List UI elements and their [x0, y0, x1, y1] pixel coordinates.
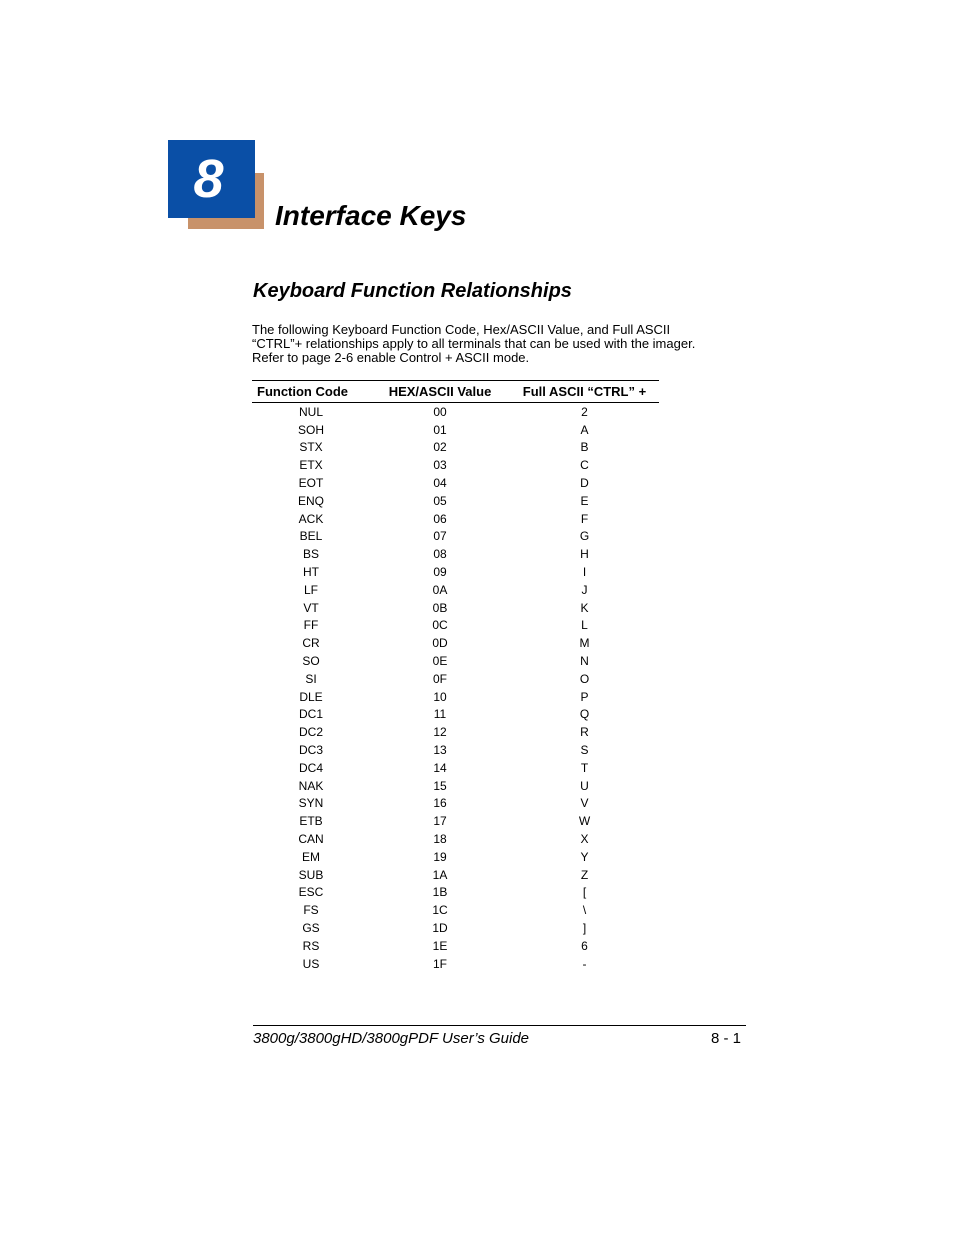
- hex-value-cell: 01: [433, 422, 447, 437]
- ctrl-key-cell: E: [580, 493, 589, 508]
- table-row: [252, 474, 659, 492]
- function-code-cell: CR: [302, 636, 320, 651]
- function-code-cell: ETB: [299, 814, 323, 829]
- column-header-hex-ascii: HEX/ASCII Value: [388, 384, 492, 399]
- table-row: [252, 795, 659, 813]
- function-code-cell: SUB: [298, 867, 324, 882]
- function-code-cell: DLE: [299, 689, 323, 704]
- ctrl-key-cell: ]: [582, 921, 587, 935]
- ctrl-key-cell: 2: [581, 404, 588, 419]
- function-code-cell: FF: [303, 618, 319, 633]
- table-row: [252, 439, 659, 457]
- hex-value-cell: 14: [433, 760, 447, 775]
- ctrl-key-cell: Y: [580, 849, 589, 864]
- hex-value-cell: 08: [433, 547, 447, 562]
- ctrl-key-cell: M: [579, 636, 590, 651]
- column-header-function-code: Function Code: [257, 384, 348, 399]
- table-body: [252, 403, 659, 973]
- function-code-cell: EOT: [298, 476, 324, 491]
- ctrl-key-cell: V: [580, 796, 589, 811]
- function-code-cell: GS: [302, 921, 320, 935]
- ctrl-key-cell: F: [580, 511, 589, 526]
- intro-line: Refer to page 2-6 enable Control + ASCII mode.: [252, 350, 530, 365]
- ctrl-key-cell: C: [580, 458, 589, 473]
- function-code-cell: EM: [302, 849, 320, 864]
- hex-value-cell: 15: [433, 778, 447, 793]
- hex-value-cell: 1F: [432, 956, 447, 971]
- hex-value-cell: 0D: [432, 636, 448, 651]
- hex-value-cell: 18: [433, 832, 447, 847]
- ctrl-key-cell: Q: [579, 707, 590, 722]
- column-header-full-ascii-ctrl: Full ASCII “CTRL” +: [522, 384, 647, 399]
- table-row: [252, 955, 659, 973]
- ctrl-key-cell: R: [580, 725, 589, 740]
- hex-value-cell: 04: [433, 476, 447, 491]
- hex-value-cell: 06: [433, 511, 447, 526]
- intro-line: The following Keyboard Function Code, Hex/ASCII Value, and Full ASCII: [252, 322, 671, 337]
- hex-value-cell: 10: [433, 689, 447, 704]
- hex-value-cell: 11: [433, 707, 447, 722]
- ctrl-key-cell: 6: [581, 938, 588, 953]
- ctrl-key-cell: J: [581, 582, 588, 597]
- table-row: [252, 866, 659, 884]
- function-code-cell: BEL: [299, 529, 323, 544]
- table-row: [252, 652, 659, 670]
- ctrl-key-cell: [: [582, 885, 587, 900]
- function-code-cell: SO: [302, 654, 320, 669]
- function-code-cell: FS: [303, 903, 319, 918]
- function-code-cell: DC3: [298, 743, 323, 758]
- table-row: [252, 581, 659, 599]
- hex-value-cell: 1C: [432, 903, 448, 918]
- ctrl-key-cell: P: [580, 689, 589, 704]
- table-row: [252, 937, 659, 955]
- function-code-cell: DC1: [298, 707, 323, 722]
- footer-guide-title: 3800g/3800gHD/3800gPDF User’s Guide: [253, 1030, 530, 1047]
- function-code-cell: ACK: [298, 511, 324, 526]
- hex-value-cell: 19: [433, 849, 447, 864]
- hex-value-cell: 1D: [432, 921, 448, 935]
- hex-value-cell: 1A: [432, 867, 448, 882]
- function-code-cell: SOH: [297, 422, 324, 437]
- function-code-cell: NAK: [298, 778, 324, 793]
- intro-line: “CTRL”+ relationships apply to all terminals that can be used with the imager.: [252, 336, 696, 351]
- hex-value-cell: 02: [433, 440, 447, 455]
- chapter-title: Interface Keys: [275, 200, 467, 231]
- table-row: [252, 848, 659, 866]
- table-row: [252, 599, 659, 617]
- function-code-cell: SI: [305, 671, 317, 686]
- table-row: [252, 528, 659, 546]
- table-header: [252, 380, 659, 403]
- table-row: [252, 884, 659, 902]
- function-code-cell: DC4: [298, 760, 323, 775]
- table-row: [252, 688, 659, 706]
- intro-paragraph: [252, 323, 752, 365]
- hex-value-cell: 0E: [432, 654, 448, 669]
- ctrl-key-cell: L: [581, 618, 588, 633]
- table-row: [252, 723, 659, 741]
- function-code-cell: US: [302, 956, 320, 971]
- hex-value-cell: 0C: [432, 618, 448, 633]
- section-heading: Keyboard Function Relationships: [253, 280, 572, 302]
- ctrl-key-cell: O: [579, 671, 590, 686]
- function-code-cell: DC2: [298, 725, 323, 740]
- function-code-cell: SYN: [298, 796, 324, 811]
- function-code-cell: RS: [302, 938, 320, 953]
- hex-value-cell: 07: [433, 529, 447, 544]
- table-row: [252, 545, 659, 563]
- table-row: [252, 759, 659, 777]
- table-row: [252, 706, 659, 724]
- table-row: [252, 617, 659, 635]
- hex-value-cell: 05: [433, 493, 447, 508]
- ctrl-key-cell: W: [578, 814, 591, 829]
- ctrl-key-cell: -: [582, 956, 587, 971]
- chapter-number: 8: [193, 149, 224, 209]
- ctrl-key-cell: D: [580, 476, 589, 491]
- ctrl-key-cell: G: [579, 529, 590, 544]
- hex-value-cell: 16: [433, 796, 447, 811]
- function-code-cell: BS: [302, 547, 319, 562]
- function-code-cell: ESC: [298, 885, 324, 900]
- ctrl-key-cell: H: [580, 547, 589, 562]
- table-row: [252, 421, 659, 439]
- hex-value-cell: 03: [433, 458, 447, 473]
- table-row: [252, 563, 659, 581]
- table-row: [252, 403, 659, 421]
- hex-value-cell: 17: [433, 814, 447, 829]
- table-row: [252, 492, 659, 510]
- ctrl-key-cell: A: [580, 422, 589, 437]
- table-row: [252, 741, 659, 759]
- table-row: [252, 919, 659, 937]
- ctrl-key-cell: K: [580, 600, 589, 615]
- function-code-cell: CAN: [298, 832, 324, 847]
- hex-value-cell: 13: [433, 743, 447, 758]
- function-code-cell: ETX: [299, 458, 323, 473]
- hex-value-cell: 1B: [432, 885, 448, 900]
- function-code-cell: VT: [303, 600, 319, 615]
- hex-value-cell: 1E: [432, 938, 448, 953]
- hex-value-cell: 0F: [432, 671, 447, 686]
- function-code-cell: LF: [303, 582, 318, 597]
- table-row: [252, 510, 659, 528]
- hex-value-cell: 09: [433, 565, 447, 580]
- function-code-cell: ENQ: [297, 493, 324, 508]
- function-code-cell: STX: [299, 440, 323, 455]
- ctrl-key-cell: Z: [580, 867, 589, 882]
- hex-value-cell: 0A: [432, 582, 448, 597]
- ctrl-key-cell: B: [580, 440, 589, 455]
- ctrl-key-cell: N: [580, 654, 589, 669]
- footer-divider: [253, 1025, 746, 1026]
- ctrl-key-cell: X: [580, 832, 589, 847]
- table-row: [252, 456, 659, 474]
- ctrl-key-cell: I: [582, 565, 587, 580]
- table-row: [252, 812, 659, 830]
- table-row: [252, 634, 659, 652]
- hex-value-cell: 00: [433, 404, 447, 419]
- table-row: [252, 901, 659, 919]
- ctrl-key-cell: \: [582, 903, 587, 918]
- table-row: [252, 777, 659, 795]
- table-row: [252, 830, 659, 848]
- function-code-cell: NUL: [298, 404, 323, 419]
- hex-value-cell: 0B: [432, 600, 448, 615]
- table-row: [252, 670, 659, 688]
- function-code-cell: HT: [303, 565, 319, 580]
- hex-value-cell: 12: [433, 725, 447, 740]
- ctrl-key-cell: T: [580, 760, 589, 775]
- ctrl-key-cell: S: [580, 743, 589, 758]
- footer-page-number: 8 - 1: [710, 1030, 741, 1047]
- ctrl-key-cell: U: [580, 778, 589, 793]
- chapter-badge: [168, 140, 255, 218]
- keyboard-function-table: [252, 380, 659, 973]
